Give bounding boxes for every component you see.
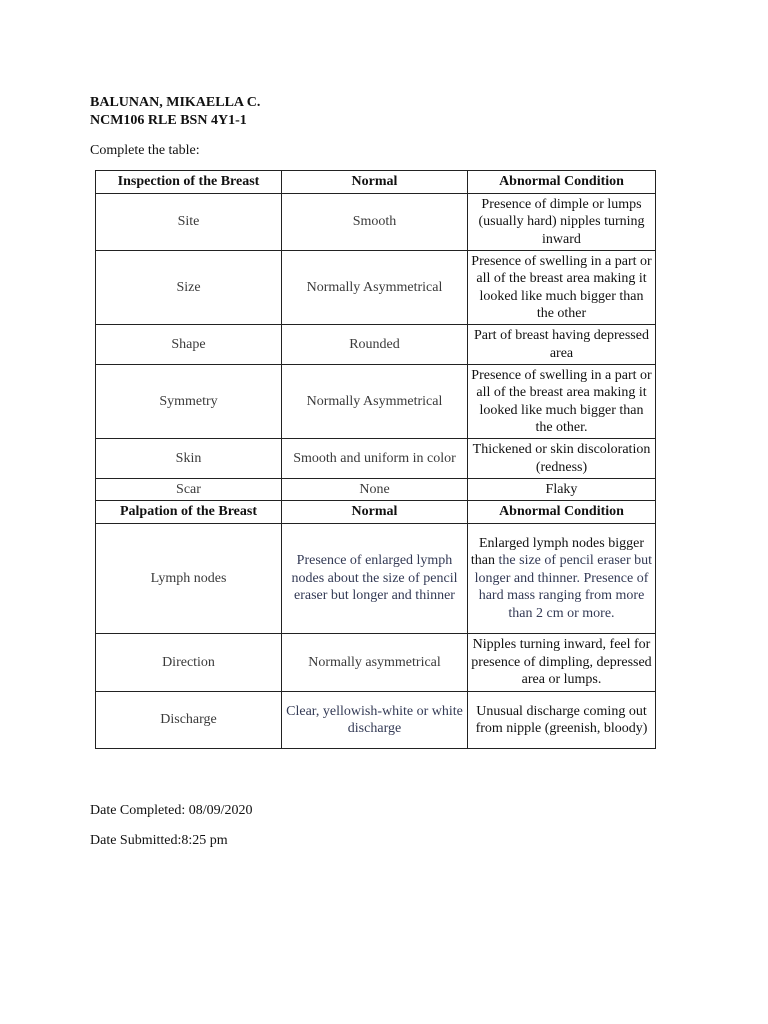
inspection-header-cell: Inspection of the Breast — [96, 171, 282, 194]
abnormal-text-part: the size of pencil eraser but longer and thinner. Presence of hard mass ranging from more than 2 cm or more. — [474, 553, 653, 621]
normal-cell: Smooth and uniform in color — [282, 439, 468, 479]
abnormal-header-cell: Abnormal Condition — [468, 171, 656, 194]
table-row — [96, 194, 656, 251]
item-cell: Shape — [96, 325, 282, 365]
normal-cell: Normally Asymmetrical — [282, 251, 468, 325]
normal-cell: Normally Asymmetrical — [282, 365, 468, 439]
course-section: NCM106 RLE BSN 4Y1-1 — [90, 113, 247, 128]
table-row — [96, 524, 656, 634]
abnormal-cell: Nipples turning inward, feel for presence of dimpling, depressed area or lumps. — [468, 634, 656, 692]
normal-header-cell: Normal — [282, 501, 468, 524]
normal-cell: Smooth — [282, 194, 468, 251]
item-cell: Lymph nodes — [96, 524, 282, 634]
palpation-header-row — [96, 501, 656, 524]
normal-header-cell: Normal — [282, 171, 468, 194]
item-cell: Skin — [96, 439, 282, 479]
palpation-header-cell: Palpation of the Breast — [96, 501, 282, 524]
normal-cell: None — [282, 479, 468, 501]
abnormal-cell: Presence of swelling in a part or all of the breast area making it looked like much bigger than the other. — [468, 365, 656, 439]
student-name: BALUNAN, MIKAELLA C. — [90, 95, 261, 110]
table-row — [96, 479, 656, 501]
item-cell: Symmetry — [96, 365, 282, 439]
abnormal-cell: Thickened or skin discoloration (redness) — [468, 439, 656, 479]
abnormal-header-cell: Abnormal Condition — [468, 501, 656, 524]
instruction-text: Complete the table: — [90, 143, 200, 158]
item-cell: Size — [96, 251, 282, 325]
abnormal-cell: Part of breast having depressed area — [468, 325, 656, 365]
abnormal-cell: Unusual discharge coming out from nipple (greenish, bloody) — [468, 692, 656, 749]
abnormal-cell: Flaky — [468, 479, 656, 501]
normal-cell: Clear, yellowish-white or white discharge — [282, 692, 468, 749]
date-completed: Date Completed: 08/09/2020 — [90, 803, 253, 818]
normal-cell: Normally asymmetrical — [282, 634, 468, 692]
abnormal-text-part: Enlarged lymph nodes bigger than — [470, 535, 644, 569]
item-cell: Scar — [96, 479, 282, 501]
normal-cell: Presence of enlarged lymph nodes about the size of pencil eraser but longer and thinner — [282, 524, 468, 634]
normal-cell: Rounded — [282, 325, 468, 365]
item-cell: Discharge — [96, 692, 282, 749]
abnormal-cell: Presence of dimple or lumps (usually hard) nipples turning inward — [468, 194, 656, 251]
table-row — [96, 634, 656, 692]
abnormal-cell: Presence of swelling in a part or all of the breast area making it looked like much bigger than the other — [468, 251, 656, 325]
breast-assessment-table — [95, 170, 656, 749]
item-cell: Direction — [96, 634, 282, 692]
table-row — [96, 251, 656, 325]
abnormal-cell — [468, 524, 656, 634]
item-cell: Site — [96, 194, 282, 251]
inspection-header-row — [96, 171, 656, 194]
table-row — [96, 325, 656, 365]
table-row — [96, 692, 656, 749]
table-row — [96, 365, 656, 439]
date-submitted: Date Submitted:8:25 pm — [90, 833, 228, 848]
table-row — [96, 439, 656, 479]
